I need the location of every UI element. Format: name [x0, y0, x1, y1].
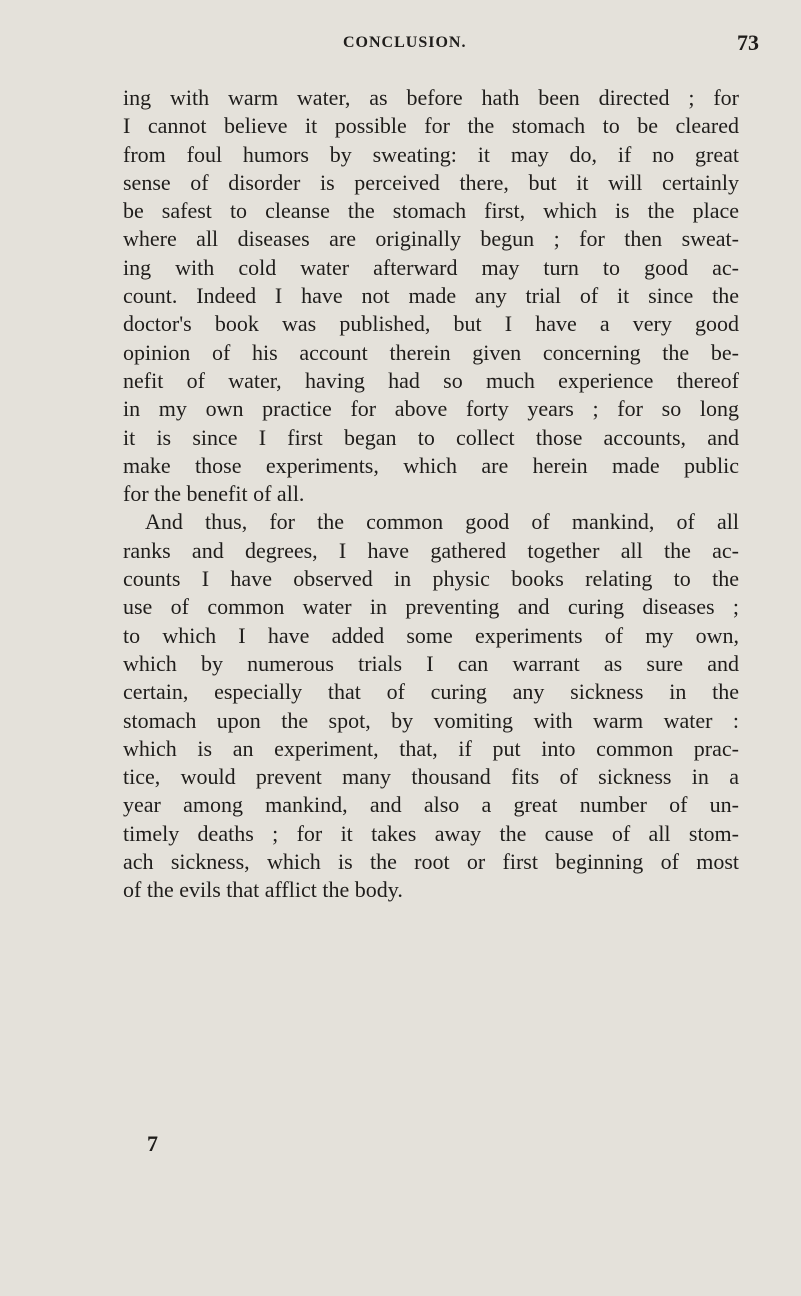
text-line: stomach upon the spot, by vomiting with warm water :: [123, 707, 739, 733]
text-line: opinion of his account therein given concerning the be-: [123, 339, 739, 365]
text-line: timely deaths ; for it takes away the cause of all stom-: [123, 820, 739, 846]
text-line: ing with warm water, as before hath been directed ; for: [123, 85, 739, 110]
text-line: I cannot believe it possible for the stomach to be cleared: [123, 113, 739, 139]
text-line: from foul humors by sweating: it may do, if no great: [123, 141, 739, 167]
text-line: use of common water in preventing and curing diseases ;: [123, 594, 739, 620]
text-line: which by numerous trials I can warrant as sure and: [123, 650, 739, 676]
text-line: certain, especially that of curing any sickness in the: [123, 679, 739, 705]
text-line: doctor's book was published, but I have a very good: [123, 311, 739, 337]
page-number: 73: [737, 30, 759, 55]
running-title: CONCLUSION.: [343, 34, 467, 51]
text-line: of the evils that afflict the body.: [123, 877, 403, 903]
text-line: year among mankind, and also a great number of un-: [123, 792, 739, 818]
paragraph-start-line: And thus, for the common good of mankind, of all: [145, 509, 739, 535]
text-line: it is since I first began to collect those accounts, and: [123, 424, 739, 450]
text-line: nefit of water, having had so much experience thereof: [123, 367, 739, 393]
text-line: which is an experiment, that, if put into common prac-: [123, 735, 739, 761]
text-line: make those experiments, which are herein made public: [123, 452, 739, 478]
text-line: be safest to cleanse the stomach first, which is the place: [123, 198, 739, 224]
text-line: ranks and degrees, I have gathered together all the ac-: [123, 537, 739, 563]
text-line: in my own practice for above forty years ; for so long: [123, 396, 739, 422]
text-line: ing with cold water afterward may turn to good ac-: [123, 254, 739, 280]
text-line: where all diseases are originally begun ; for then sweat-: [123, 226, 739, 252]
text-line: counts I have observed in physic books relating to the: [123, 566, 739, 592]
body-text: [123, 84, 739, 905]
text-line: for the benefit of all.: [123, 481, 305, 507]
text-line: tice, would prevent many thousand fits of sickness in a: [123, 764, 739, 790]
text-line: sense of disorder is perceived there, but it will certainly: [123, 169, 739, 195]
text-line: to which I have added some experiments of my own,: [123, 622, 739, 648]
signature-mark: 7: [147, 1131, 158, 1156]
text-line: ach sickness, which is the root or first beginning of most: [123, 849, 739, 875]
text-line: count. Indeed I have not made any trial of it since the: [123, 283, 739, 309]
